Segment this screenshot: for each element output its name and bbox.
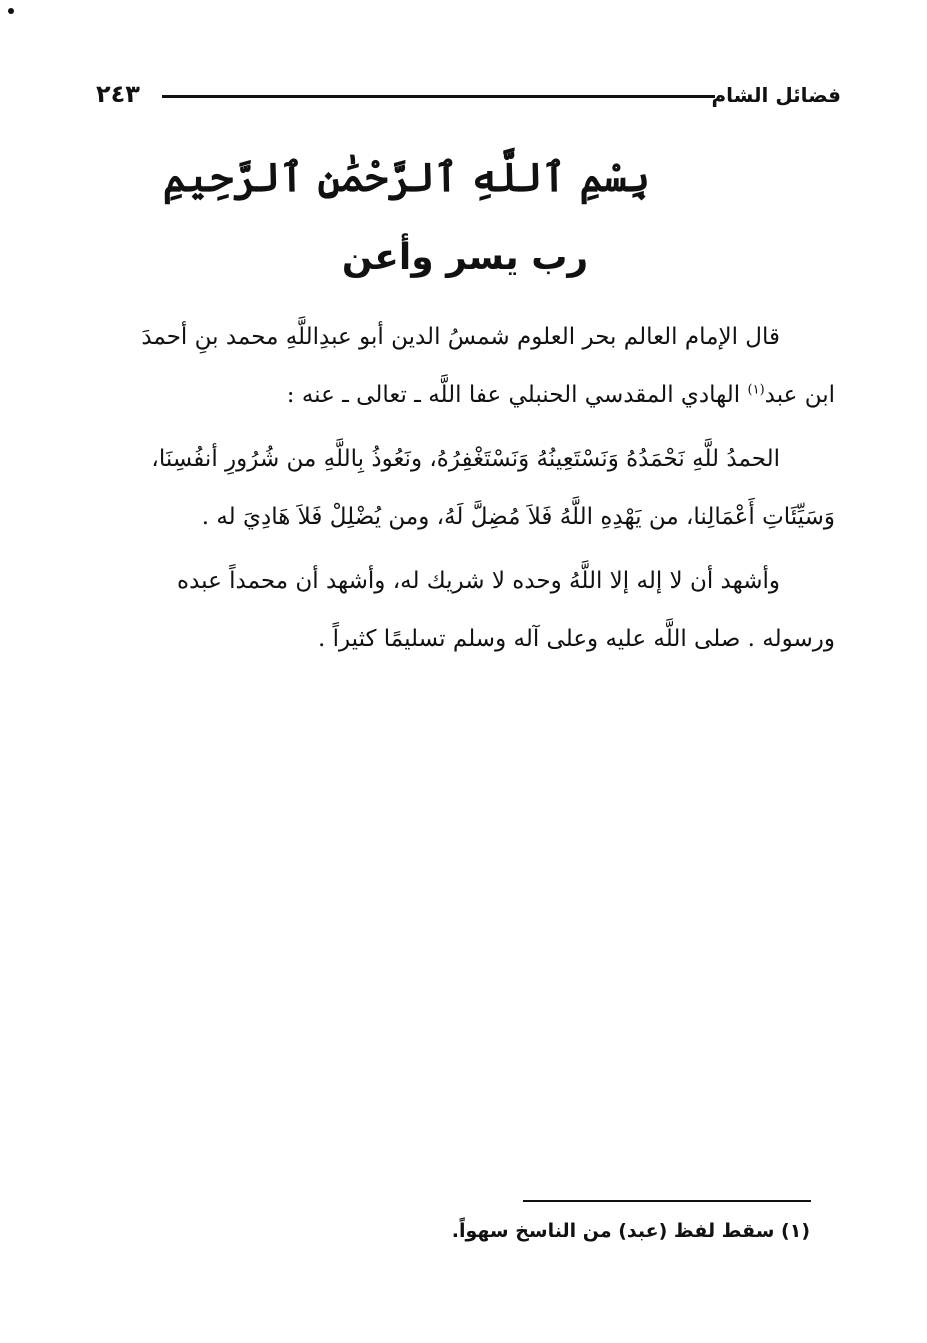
basmala-calligraphy: بِسْمِ ٱللَّهِ ٱلرَّحْمَٰنِ ٱلرَّحِيمِ [162,154,650,201]
footnote-reference: (١) [747,382,765,398]
paragraph-3-line-2: ورسوله . صلى اللَّه عليه وعلى آله وسلم تسليمًا كثيراً . [317,626,835,652]
running-header [96,80,841,110]
footnote-text: (١) سقط لفظ (عبد) من الناسخ سهواً. [451,1220,810,1242]
paragraph-1-line-2-start: ابن عبد [764,382,835,408]
paragraph-1-line-2-end: الهادي المقدسي الحنبلي عفا اللَّه ـ تعالى ـ عنه : [286,382,748,408]
body-text [90,308,835,668]
page-number: ٢٤٣ [96,80,140,108]
paragraph-1-line-2 [90,366,835,424]
paragraph-3-line-1: وأشهد أن لا إله إلا اللَّهُ وحده لا شريك له، وأشهد أن محمداً عبده [177,568,780,594]
book-title: فضائل الشام [711,83,841,107]
paragraph-2-line-2: وَسَيِّئَاتِ أَعْمَالِنا، من يَهْدِهِ اللَّهُ فَلاَ مُضِلَّ لَهُ، ومن يُضْلِلْ فَلاَ هَادِيَ له . [201,504,835,530]
scan-speck [8,8,14,14]
paragraph-1-line-1: قال الإمام العالم بحر العلوم شمسُ الدين أبو عبدِاللَّهِ محمد بنِ أحمدَ [141,324,780,350]
invocation-heading: رب يسر وأعن [341,237,589,278]
footnote-separator [523,1200,811,1202]
paragraph-2-line-1: الحمدُ للَّهِ نَحْمَدُهُ وَنَسْتَعِينُهُ وَنَسْتَغْفِرُهُ، ونَعُوذُ بِاللَّهِ من شُرُورِ أنفُسِنَا، [151,446,780,472]
header-rule [162,95,715,98]
